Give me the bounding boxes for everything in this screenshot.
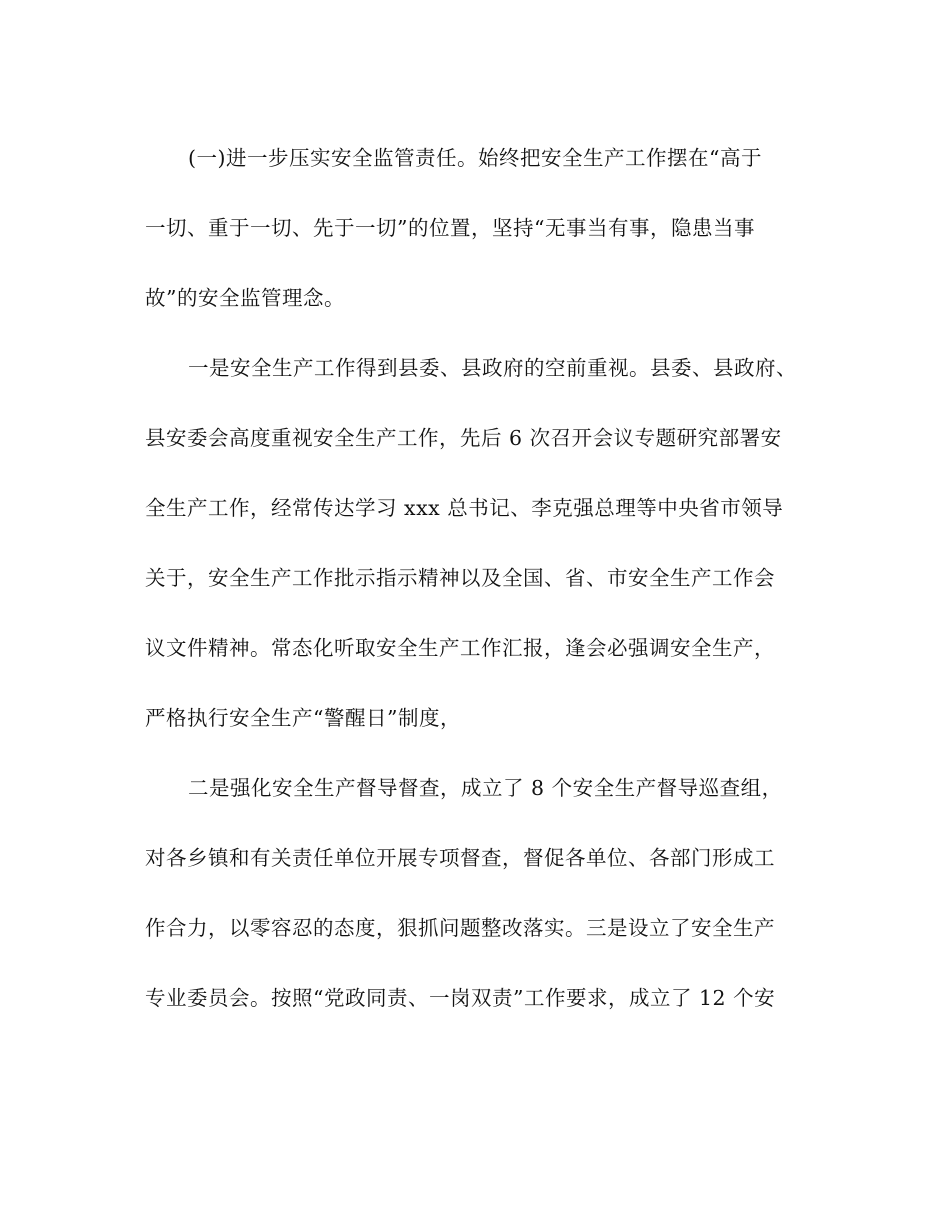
- paragraph-2-line-3: 全生产工作，经常传达学习 xxx 总书记、李克强总理等中央省市领导: [145, 496, 784, 520]
- paragraph-1-line-3: 故”的安全监管理念。: [145, 286, 345, 310]
- paragraph-3-line-3: 作合力，以零容忍的态度，狠抓问题整改落实。三是设立了安全生产: [145, 916, 775, 940]
- paragraph-2-line-1: 一是安全生产工作得到县委、县政府的空前重视。县委、县政府、: [188, 356, 797, 380]
- paragraph-2-line-4: 关于，安全生产工作批示指示精神以及全国、省、市安全生产工作会: [145, 566, 775, 590]
- paragraph-1-line-1: (一)进一步压实安全监管责任。始终把安全生产工作摆在“高于: [188, 146, 762, 170]
- paragraph-2-line-5: 议文件精神。常态化听取安全生产工作汇报，逢会必强调安全生产，: [145, 636, 775, 660]
- paragraph-3-line-2: 对各乡镇和有关责任单位开展专项督查，督促各单位、各部门形成工: [145, 846, 775, 870]
- paragraph-2-line-6: 严格执行安全生产“警醒日”制度，: [145, 706, 461, 730]
- paragraph-3-line-1: 二是强化安全生产督导督查，成立了 8 个安全生产督导巡查组，: [188, 776, 783, 800]
- paragraph-2-line-2: 县安委会高度重视安全生产工作，先后 6 次召开会议专题研究部署安: [145, 426, 782, 450]
- paragraph-3-line-4: 专业委员会。按照“党政同责、一岗双责”工作要求，成立了 12 个安: [145, 986, 776, 1010]
- paragraph-1-line-2: 一切、重于一切、先于一切”的位置，坚持“无事当有事，隐患当事: [145, 216, 755, 240]
